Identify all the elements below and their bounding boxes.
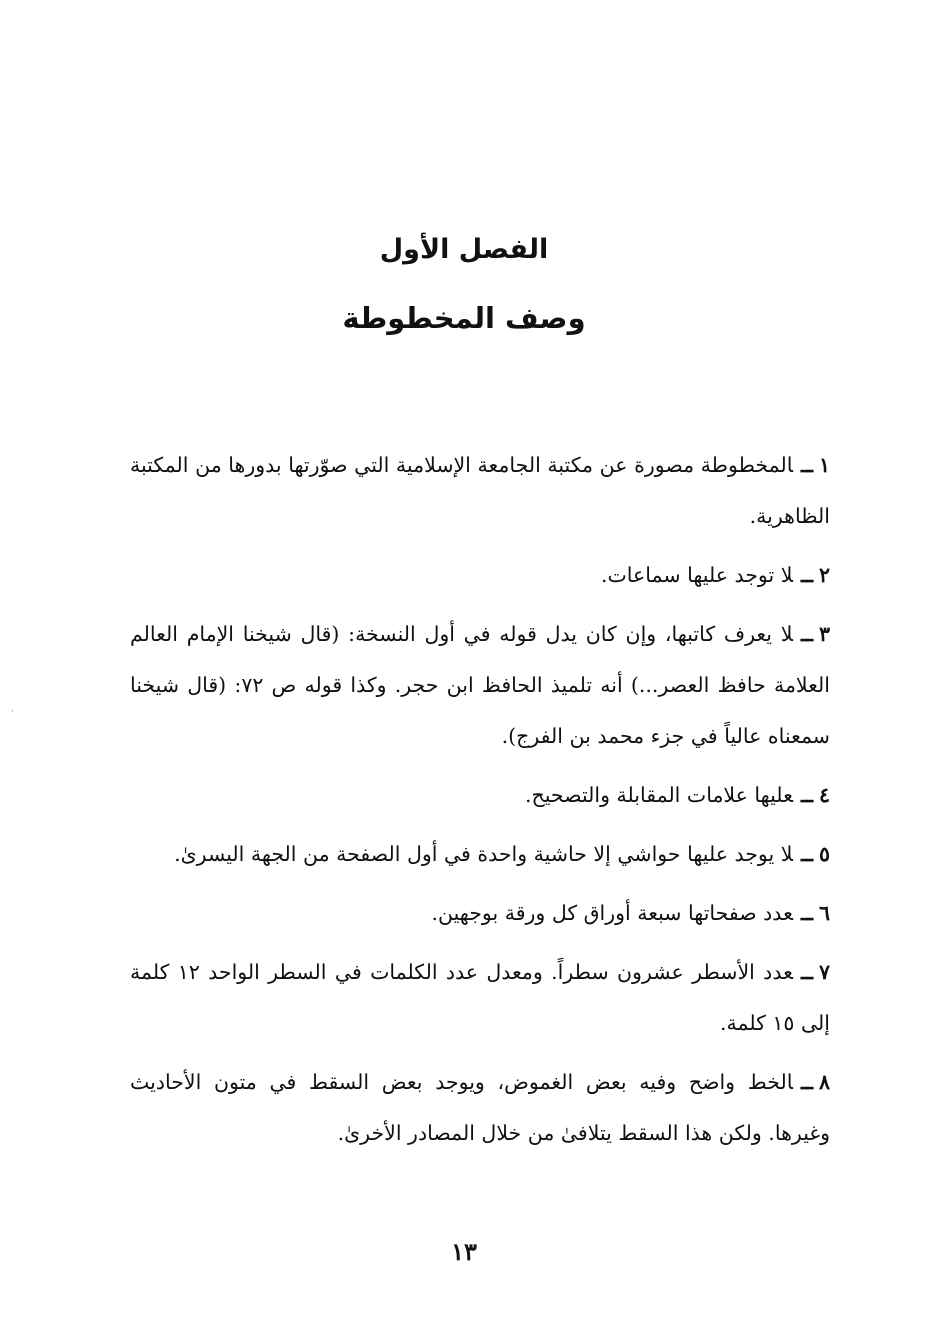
item-text: لا يعرف كاتبها، وإن كان يدل قوله في أول النسخة: (قال شيخنا الإمام العالم العلامة حافظ العصر...) أنه تلميذ الحافظ ابن حجر. وكذا قوله ص ٧٢: (قال شيخنا سمعناه عالياً في جزء محمد بن الفرج). — [130, 622, 830, 748]
margin-mark — [12, 710, 13, 712]
item-text: المخطوطة مصورة عن مكتبة الجامعة الإسلامية التي صوّرتها بدورها من المكتبة الظاهرية. — [130, 453, 830, 528]
item-text: عدد صفحاتها سبعة أوراق كل ورقة بوجهين. — [431, 901, 793, 925]
item-number: ٨ — [818, 1070, 830, 1094]
item-dash: ــ — [800, 563, 813, 587]
item-dash: ــ — [800, 1070, 813, 1094]
section-title: وصف المخطوطة — [342, 301, 586, 335]
item-number: ٧ — [818, 960, 830, 984]
item-number: ٥ — [818, 842, 830, 866]
list-item — [130, 609, 830, 762]
item-dash: ــ — [800, 622, 813, 646]
item-dash: ــ — [800, 960, 813, 984]
page-number: ١٣ — [451, 1237, 477, 1266]
manuscript-description-list — [130, 440, 830, 1167]
item-number: ٦ — [818, 901, 830, 925]
list-item — [130, 440, 830, 542]
list-item — [130, 1057, 830, 1159]
list-item — [130, 947, 830, 1049]
item-text: الخط واضح وفيه بعض الغموض، ويوجد بعض السقط في متون الأحاديث وغيرها. ولكن هذا السقط يتلافىٰ من خلال المصادر الأخرىٰ. — [130, 1070, 830, 1145]
item-text: عليها علامات المقابلة والتصحيح. — [525, 783, 793, 807]
list-item — [130, 829, 830, 880]
chapter-title: الفصل الأول — [379, 234, 549, 265]
item-number: ٤ — [818, 783, 830, 807]
item-text: لا توجد عليها سماعات. — [600, 563, 793, 587]
item-number: ٣ — [818, 622, 830, 646]
list-item — [130, 770, 830, 821]
item-number: ١ — [818, 453, 830, 477]
item-dash: ــ — [800, 901, 813, 925]
list-item — [130, 550, 830, 601]
item-text: عدد الأسطر عشرون سطراً. ومعدل عدد الكلمات في السطر الواحد ١٢ كلمة إلى ١٥ كلمة. — [130, 960, 830, 1035]
item-number: ٢ — [818, 563, 830, 587]
item-dash: ــ — [800, 842, 813, 866]
item-text: لا يوجد عليها حواشي إلا حاشية واحدة في أول الصفحة من الجهة اليسرىٰ. — [174, 842, 793, 866]
item-dash: ــ — [800, 783, 813, 807]
list-item — [130, 888, 830, 939]
item-dash: ــ — [800, 453, 813, 477]
